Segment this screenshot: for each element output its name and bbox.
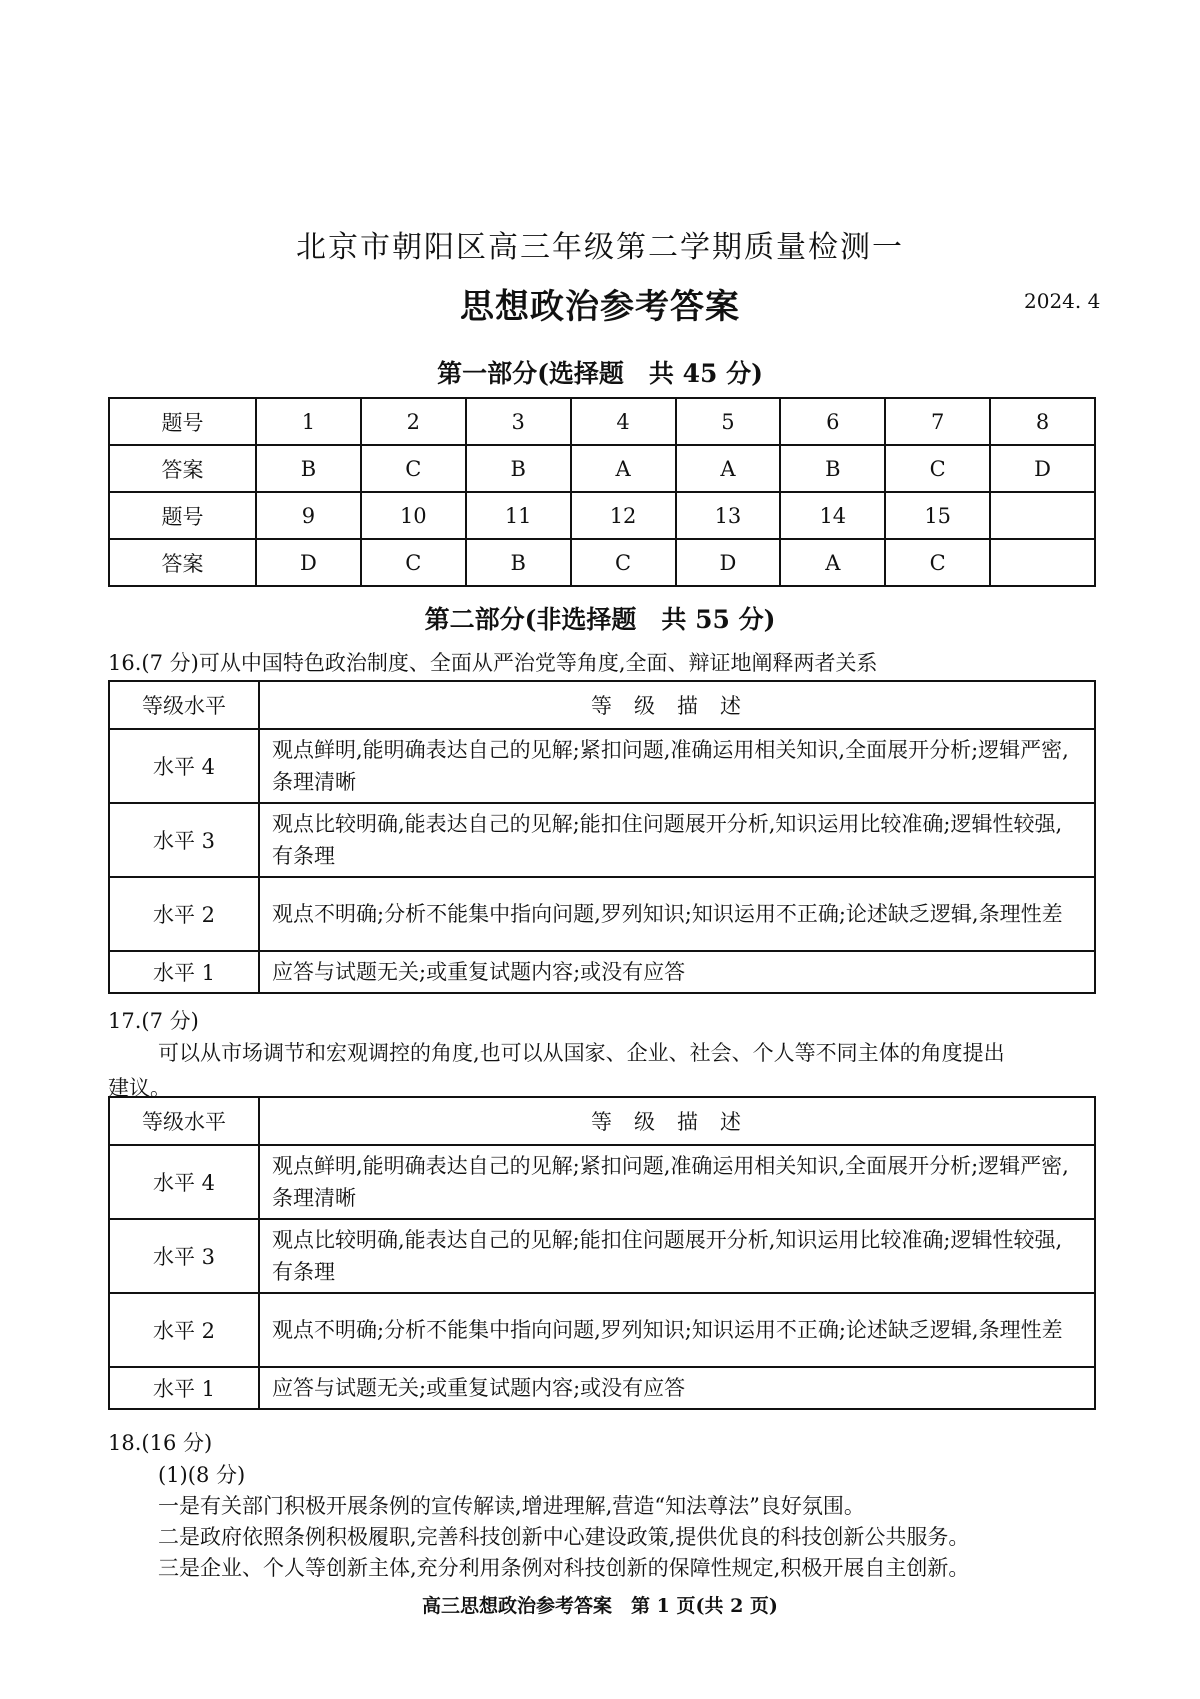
table-row <box>109 729 1095 803</box>
row-label-answer: 答案 <box>109 539 256 586</box>
question-number <box>990 492 1095 539</box>
row-label-answer: 答案 <box>109 445 256 492</box>
level-description: 观点鲜明,能明确表达自己的见解;紧扣问题,准确运用相关知识,全面展开分析;逻辑严密,条理清晰 <box>259 1145 1095 1219</box>
document-date: 2024. 4 <box>1024 289 1101 313</box>
level-label: 水平 2 <box>109 1293 259 1367</box>
question-number: 11 <box>466 492 571 539</box>
q17-text-line2: 建议。 <box>108 1076 171 1100</box>
part2-heading: 第二部分(非选择题 共 55 分) <box>424 605 776 634</box>
question-number: 10 <box>361 492 466 539</box>
q18-heading: 18.(16 分) <box>108 1431 213 1455</box>
answer-cell: A <box>676 445 781 492</box>
table-row <box>109 1293 1095 1367</box>
q18-answer-line: 一是有关部门积极开展条例的宣传解读,增进理解,营造“知法尊法”良好氛围。 <box>158 1494 865 1518</box>
answer-cell: B <box>466 539 571 586</box>
question-number: 3 <box>466 398 571 445</box>
col-header-level: 等级水平 <box>109 681 259 729</box>
table-row <box>109 803 1095 877</box>
answer-cell: C <box>885 445 990 492</box>
q16-heading: 16.(7 分)可从中国特色政治制度、全面从严治党等角度,全面、辩证地阐释两者关系 <box>108 651 878 675</box>
document-title: 北京市朝阳区高三年级第二学期质量检测一 <box>296 230 904 265</box>
answer-table <box>108 397 1096 587</box>
q16-rubric-table <box>108 680 1096 994</box>
table-row <box>109 398 1095 445</box>
question-number: 8 <box>990 398 1095 445</box>
answer-cell: C <box>361 445 466 492</box>
table-row <box>109 445 1095 492</box>
level-description: 观点鲜明,能明确表达自己的见解;紧扣问题,准确运用相关知识,全面展开分析;逻辑严密,条理清晰 <box>259 729 1095 803</box>
question-number: 4 <box>571 398 676 445</box>
page-footer: 高三思想政治参考答案 第 1 页(共 2 页) <box>422 1595 778 1617</box>
table-row <box>109 1367 1095 1409</box>
question-number: 9 <box>256 492 361 539</box>
answer-cell: C <box>571 539 676 586</box>
document-subtitle: 思想政治参考答案 <box>460 287 740 327</box>
q17-heading: 17.(7 分) <box>108 1009 199 1033</box>
level-description: 应答与试题无关;或重复试题内容;或没有应答 <box>259 951 1095 993</box>
q18-answer-line: 二是政府依照条例积极履职,完善科技创新中心建设政策,提供优良的科技创新公共服务。 <box>158 1525 970 1549</box>
q18-answer-line: 三是企业、个人等创新主体,充分利用条例对科技创新的保障性规定,积极开展自主创新。 <box>158 1556 970 1580</box>
level-label: 水平 2 <box>109 877 259 951</box>
level-description: 应答与试题无关;或重复试题内容;或没有应答 <box>259 1367 1095 1409</box>
question-number: 14 <box>780 492 885 539</box>
table-row <box>109 492 1095 539</box>
table-row <box>109 1219 1095 1293</box>
col-header-level: 等级水平 <box>109 1097 259 1145</box>
table-row <box>109 951 1095 993</box>
table-row <box>109 1145 1095 1219</box>
level-description: 观点不明确;分析不能集中指向问题,罗列知识;知识运用不正确;论述缺乏逻辑,条理性差 <box>259 877 1095 951</box>
col-header-desc: 等级描述 <box>259 681 1095 729</box>
q17-text-line1: 可以从市场调节和宏观调控的角度,也可以从国家、企业、社会、个人等不同主体的角度提出 <box>158 1041 1005 1065</box>
question-number: 15 <box>885 492 990 539</box>
level-label: 水平 1 <box>109 951 259 993</box>
row-label-question: 题号 <box>109 492 256 539</box>
level-label: 水平 4 <box>109 1145 259 1219</box>
answer-cell: B <box>466 445 571 492</box>
answer-cell: D <box>990 445 1095 492</box>
answer-cell: B <box>256 445 361 492</box>
question-number: 12 <box>571 492 676 539</box>
level-description: 观点不明确;分析不能集中指向问题,罗列知识;知识运用不正确;论述缺乏逻辑,条理性差 <box>259 1293 1095 1367</box>
question-number: 2 <box>361 398 466 445</box>
col-header-desc: 等级描述 <box>259 1097 1095 1145</box>
level-description: 观点比较明确,能表达自己的见解;能扣住问题展开分析,知识运用比较准确;逻辑性较强,有条理 <box>259 1219 1095 1293</box>
question-number: 5 <box>676 398 781 445</box>
level-description: 观点比较明确,能表达自己的见解;能扣住问题展开分析,知识运用比较准确;逻辑性较强,有条理 <box>259 803 1095 877</box>
level-label: 水平 1 <box>109 1367 259 1409</box>
q17-rubric-table <box>108 1096 1096 1410</box>
table-row <box>109 1097 1095 1145</box>
answer-cell: D <box>256 539 361 586</box>
answer-cell: C <box>885 539 990 586</box>
row-label-question: 题号 <box>109 398 256 445</box>
answer-cell: C <box>361 539 466 586</box>
q18-sub-heading: (1)(8 分) <box>158 1463 246 1487</box>
table-row <box>109 877 1095 951</box>
answer-cell: B <box>780 445 885 492</box>
question-number: 1 <box>256 398 361 445</box>
part1-heading: 第一部分(选择题 共 45 分) <box>437 359 763 388</box>
answer-cell: D <box>676 539 781 586</box>
level-label: 水平 3 <box>109 803 259 877</box>
table-row <box>109 539 1095 586</box>
answer-cell <box>990 539 1095 586</box>
answer-cell: A <box>571 445 676 492</box>
question-number: 6 <box>780 398 885 445</box>
question-number: 7 <box>885 398 990 445</box>
question-number: 13 <box>676 492 781 539</box>
answer-cell: A <box>780 539 885 586</box>
level-label: 水平 3 <box>109 1219 259 1293</box>
level-label: 水平 4 <box>109 729 259 803</box>
table-row <box>109 681 1095 729</box>
